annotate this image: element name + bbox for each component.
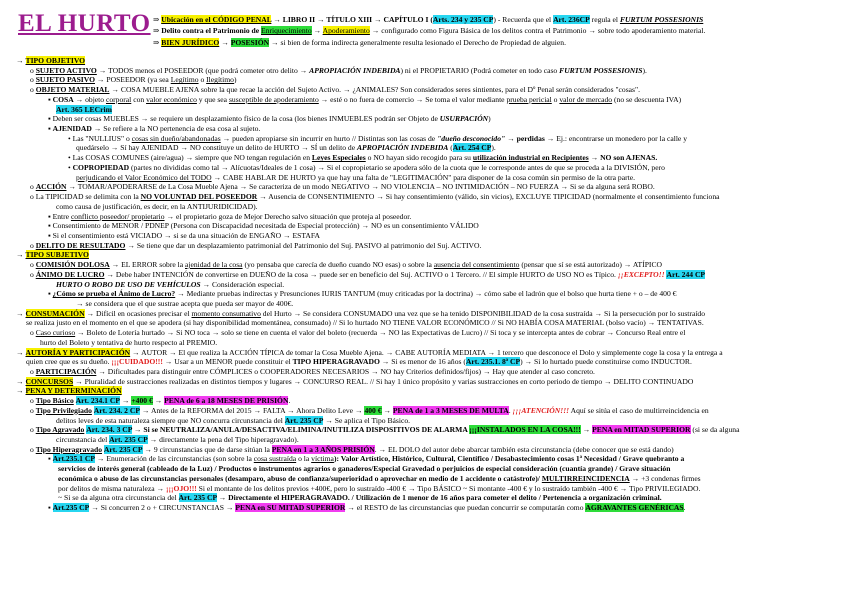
item-cosas-muebles: ▪ Deben ser cosas MUEBLES → se requiere un desplazamiento físico de la cosa (los bienes INMUEBLES podrán ser Objeto de USURPACIÓN) — [48, 114, 491, 124]
item-sujeto-activo: o SUJETO ACTIVO → TODOS menos el POSEEDOR (que podrá cometer otro delito → APROPIACIÓN INDEBIDA) ni el PROPIETARIO (Podrá cometer en todo caso FURTUM POSSESIONIS). — [30, 65, 647, 75]
item-tipo-agravado-cont: circunstancia del Art. 235 CP → directamente la pena del Tipo hiperagravado). — [56, 435, 299, 445]
item-art-235-1: ▪ Art.235.1 CP → Enumeración de las circunstancias (son sobre la cosa sustraída o la víctima): Valor Artístico, Histórico, Cultural, Científico / Desabastecimiento cosas 1ª Necesidad / Grave quebranto a — [48, 454, 685, 464]
item-comision-dolosa: o COMISIÓN DOLOSA → EL ERROR sobre la ajenidad de la cosa (yo pensaba que carecía de dueño cuando NO esas) o sobre la ausencia del consentimiento (pensar que sí se está autorizado) → ATÍPICO — [30, 260, 662, 270]
item-copropiedad: • COPROPIEDAD (partes no divididas como tal → Alícuotas/Ideales de 1 cosa) → Si el copropietario se apodera sólo de la cuota que le corresponde antes de que se proceda a la DIVISIÓN, pero — [68, 162, 665, 172]
item-tipo-basico: o Tipo Básico Art. 234.1 CP → +400 € → PENA de 6 a 18 MESES DE PRISIÓN. — [30, 396, 291, 406]
item-art-235-2: ▪ Art.235 CP → Si concurren 2 o + CIRCUNSTANCIAS → PENA en SU MITAD SUPERIOR → el RESTO de las circunstancias que puedan concurrir se computarán como AGRAVANTES GENÉRICAS. — [48, 503, 686, 513]
item-copropiedad-cont: perjudicando el Valor Económico del TODO → CABE HABLAR DE HURTO ya que hay una falta de "LEGITIMACIÓN" para disponer de la cosa común sin permiso de la otra parte. — [76, 172, 635, 182]
item-objeto-material: o OBJETO MATERIAL → COSA MUEBLE AJENA sobre la que recae la acción del Sujeto Activo. → ¿ANIMALES? Son considerados seres sintientes, para el Dº Penal serán considerados "cosas". — [30, 85, 640, 95]
section-consumacion: → CONSUMACIÓN → Difícil en ocasiones precisar el momento consumativo del Hurto → Se considera CONSUMADO una vez que se ha tenido DISPONIBILIDAD de la cosa sustraída → Si la persecución por lo sustraído — [16, 308, 706, 318]
section-autoria-cont: quien cree que es su dueño. ¡¡¡CUIDADO!!! → Usar a un MENOR puede constituir el TIPO HIPERAGRAVADO → Si es menor de 16 años (Art. 235.1. 8ª CP) → Si lo hurtado puede constituirse como INDUCTOR. — [26, 357, 692, 367]
section-tipo-subjetivo: → TIPO SUBJETIVO — [16, 250, 89, 260]
section-pena: → PENA Y DETERMINACIÓN — [16, 386, 122, 396]
item-conflicto: ▪ Entre conflicto poseedor/ propietario → el propietario goza de Mejor Derecho salvo situación que proteja al poseedor. — [48, 211, 412, 221]
item-ajenidad: ▪ AJENIDAD → Se refiere a la NO pertenencia de esa cosa al sujeto. — [48, 124, 261, 134]
item-tipo-privilegiado-cont: delitos leves de esta naturaleza siempre que NO concurra circunstancia del Art. 235 CP → Se aplica el Tipo Básico. — [56, 415, 411, 425]
section-autoria: → AUTORÍA Y PARTICIPACIÓN → AUTOR → El que realiza la ACCIÓN TÍPICA de tomar la Cosa Mueble Ajena. → CABE AUTORÍA MEDIATA → 1 tercero que desconoce el Dolo y simplemente coge la cosa y la entrega a — [16, 347, 723, 357]
item-cosas-comunes: • Las COSAS COMUNES (aire/agua) → siempre que NO tengan regulación en Leyes Especiales o NO hayan sido recogido para su utilización industrial en Recipientes → NO son AJENAS. — [68, 153, 658, 163]
item-prueba-animo-cont: → se considera que el que sustrae acepta que pueda ser mayor de 400€. — [76, 298, 294, 308]
item-art-235-1-cont2: económica o abuso de las circunstancias personales (desamparo, abuso de confianza/superioridad o aprovechar en medio de 1 accidente o catástrofe)/ MULTIRREINCIDENCIA → +3 condenas firmes — [58, 473, 701, 483]
item-accion: o ACCIÓN → TOMAR/APODERARSE de La Cosa Mueble Ajena → Se caracteriza de un modo NEGATIVO → NO VIOLENCIA – NO INTIMIDACIÓN – NO FUERZA → Si se da alguna será ROBO. — [30, 182, 655, 192]
item-art-235-1-cont4: ~ Si se da alguna otra circunstancia del Art. 235 CP → Directamente el HIPERAGRAVADO. / Utilización de 1 menor de 16 años para cometer el delito / Pertenencia a organización criminal. — [58, 493, 662, 503]
section-consumacion-cont: se realiza justo en el momento en el que se apodera (si hay disponibilidad momentánea, consumado) // Si lo hurtado NO TIENE VALOR ECONÓMICO // Si NO HABÍA COSA MATERIAL (bolso vacío) → TENTATIVAS. — [26, 318, 704, 328]
item-prueba-animo: ▪ ¿Cómo se prueba el Ánimo de Lucro? → Mediante pruebas indirectas y Presunciones IURIS TANTUM (muy criticadas por la doctrina) → cómo sabe el ladrón que el bolso que hurta tiene + o – de 400 € — [48, 289, 677, 299]
section-concursos: → CONCURSOS → Pluralidad de sustracciones realizadas en distintos tiempos y lugares → CONCURSO REAL. // Si hay 1 único propósito y varias sustracciones en corto periodo de tiempo → DELITO CONTINUADO — [16, 376, 694, 386]
item-art-235-1-cont1: servicios de interés general (cableado de la Luz) / Productos o instrumentos agrarios o ganaderos/Especial Gravedad o perjuicios de especial consideración (cuantía grande) / Grave situación — [58, 464, 671, 474]
item-art-235-1-cont3: por delitos de misma naturaleza → ¡¡¡OJO!!! Si el montante de los delitos previos +400€, pero lo sustraído -400 € → Tipo BÁSICO ~ Si montante -400 € y lo sustraído también -400 € → Tipo PRIVILEGIADO. — [58, 483, 701, 493]
document-title: EL HURTO — [18, 10, 151, 37]
item-nullius: • Las "NULLIUS" o cosas sin dueño/abandonadas → pueden apropiarse sin incurrir en hurto // Distintas son las cosas de "dueño desconocido" → perdidas → Ej.: encontrarse un monedero por la calle y — [68, 133, 687, 143]
item-consentimiento-viciado: ▪ Si el consentimiento está VICIADO → si se da una situación de ENGAÑO → ESTAFA — [48, 230, 320, 240]
header-line-crime-type: ⇒ Delito contra el Patrimonio de Enriquecimiento → Apoderamiento → configurado como Figura Básica de los delitos contra el Patrimonio → sobre todo apoderamiento material. — [153, 26, 706, 36]
header-line-legal-good: ⇒ BIEN JURÍDICO → POSESIÓN → si bien de forma indirecta generalmente resulta lesionado el Derecho de Propiedad de alguien. — [153, 37, 566, 47]
document-body — [16, 56, 842, 513]
item-cosa-cont: Art. 365 LECrim — [56, 104, 112, 114]
document-header — [18, 8, 838, 58]
item-caso-curioso: o Caso curioso → Boleto de Lotería hurtado → Si NO toca → solo se tiene en cuenta el valor del boleto (recuerda → NO las Expectativas de Lucro) // Si toca y se intercepta antes de cobrar → Concurso Real entre el — [30, 328, 686, 338]
item-animo-lucro: o ÁNIMO DE LUCRO → Debe haber INTENCIÓN de convertirse en DUEÑO de la cosa → puede ser en beneficio del Suj. ACTIVO o 1 Tercero. // El simple HURTO de USO NO es Típico. ¡¡EXCEPTO!! Art. 244 CP — [30, 269, 706, 279]
item-consentimiento-menor: ▪ Consentimiento de MENOR / PDNEP (Persona con Discapacidad necesitada de Especial protección) → NO es un consentimiento VÁLIDO — [48, 221, 479, 231]
item-participacion: o PARTICIPACIÓN → Dificultades para distinguir entre CÓMPLICES o COOPERADORES NECESARIOS → NO hay Criterios definidos/fijos) → Hay que atender al caso concreto. — [30, 367, 595, 376]
item-nullius-cont: quedárselo → Sí hay AJENIDAD → NO constituye un delito de HURTO → SÍ un delito de APROPIACIÓN INDEBIDA (Art. 254 CP). — [76, 143, 496, 153]
item-tipo-privilegiado: o Tipo Privilegiado Art. 234. 2 CP → Antes de la REFORMA del 2015 → FALTA → Ahora Delito Leve → 400 € → PENA de 1 a 3 MESES DE MULTA. ¡¡¡ATENCIÓN!!! Aquí se sitúa el caso de multirreincidencia en — [30, 405, 709, 415]
item-tipicidad-cont: como causa de justificación, es decir, en la ANTIJURIDICIDAD). — [56, 201, 258, 211]
section-tipo-objetivo: → TIPO OBJETIVO — [16, 56, 86, 65]
item-cosa: ▪ COSA → objeto corporal con valor económico y que sea susceptible de apoderamiento → esté o no fuera de comercio → Se toma el valor mediante prueba pericial o valor de mercado (no se descuenta IVA) — [48, 94, 682, 104]
item-caso-curioso-cont: hurto del Boleto y tentativa de hurto respecto al PREMIO. — [40, 337, 218, 347]
item-tipicidad: o La TIPICIDAD se delimita con la NO VOLUNTAD DEL POSEEDOR → Ausencia de CONSENTIMIENTO → Si hay consentimiento (válido, sin vicios), EXCLUYE TIPICIDAD (normalmente el consentimiento funciona — [30, 192, 720, 202]
header-line-location: ⇒ Ubicación en el CÓDIGO PENAL → LIBRO II → TÍTULO XIII → CAPÍTULO I (Arts. 234 y 235 CP) - Recuerda que el Art. 236CP regula el FURTUM POSSESIONIS — [153, 15, 704, 24]
item-tipo-hiperagravado: o Tipo Hiperagravado Art. 235 CP → 9 circunstancias que de darse sitúan la PENA en 1 a 3 AÑOS PRISIÓN. → EL DOLO del autor debe abarcar también esta circunstancia (debe conocer que se está dando) — [30, 444, 674, 454]
item-sujeto-pasivo: o SUJETO PASIVO → POSEEDOR (ya sea Legítimo o Ilegítimo) — [30, 75, 237, 85]
item-animo-lucro-cont: HURTO O ROBO DE USO DE VEHÍCULOS → Consideración especial. — [56, 279, 285, 289]
item-tipo-agravado: o Tipo Agravado Art. 234. 3 CP → Si se NEUTRALIZA/ANULA/DESACTIVA/ELIMINA/INUTILIZA DISPOSITIVOS DE ALARMA ¡¡¡INSTALADOS EN LA COSA!!! → PENA en MITAD SUPERIOR (si se da alguna — [30, 425, 740, 435]
item-delito-resultado: o DELITO DE RESULTADO → Se tiene que dar un desplazamiento patrimonial del Patrimonio del Suj. PASIVO al patrimonio del Suj. ACTIVO. — [30, 240, 482, 250]
header-lines — [153, 14, 843, 48]
